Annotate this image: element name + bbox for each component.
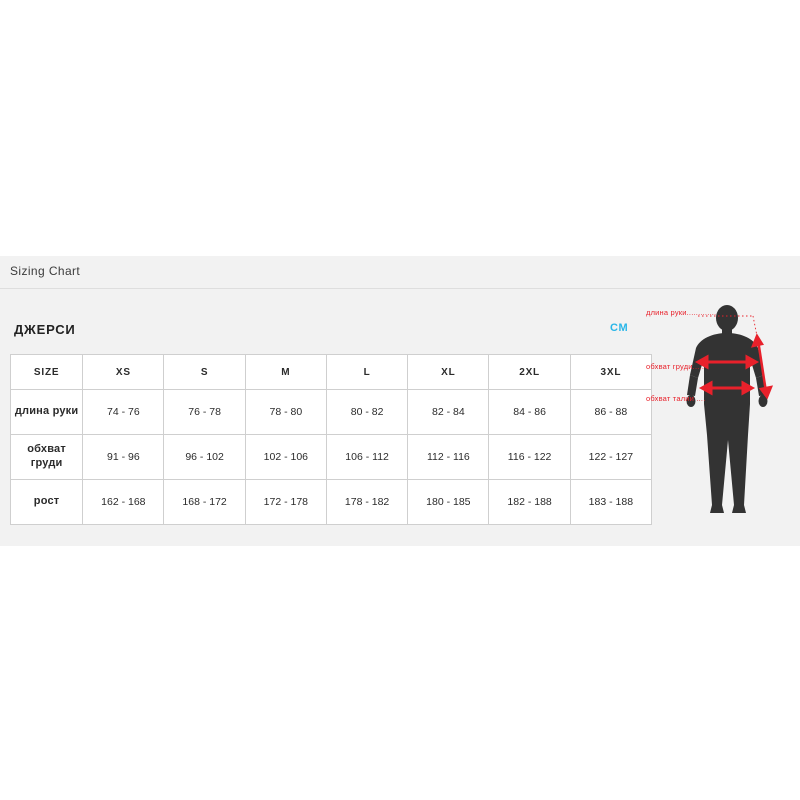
cell-arm-2xl: 84 - 86 xyxy=(489,390,570,435)
table-body xyxy=(11,390,652,525)
measurement-figure xyxy=(640,300,800,540)
panel-divider xyxy=(0,288,800,289)
panel-title: Sizing Chart xyxy=(10,264,81,278)
table-row xyxy=(11,390,652,435)
annotation-arm-length: длина руки............. xyxy=(646,308,717,317)
cell-height-xs: 162 - 168 xyxy=(83,480,164,525)
table-row xyxy=(11,480,652,525)
sizing-table xyxy=(10,354,652,525)
annotation-waist: обхват талии .... xyxy=(646,394,706,403)
body-figure-svg xyxy=(640,300,800,540)
row-label-chest: обхват груди xyxy=(11,435,83,480)
cell-arm-l: 80 - 82 xyxy=(326,390,407,435)
cell-arm-3xl: 86 - 88 xyxy=(570,390,651,435)
cell-height-l: 178 - 182 xyxy=(326,480,407,525)
table-header-row xyxy=(11,355,652,390)
cell-chest-m: 102 - 106 xyxy=(245,435,326,480)
cell-arm-xs: 74 - 76 xyxy=(83,390,164,435)
section-title: ДЖЕРСИ xyxy=(14,322,76,337)
row-label-arm-length: длина руки xyxy=(11,390,83,435)
cell-arm-xl: 82 - 84 xyxy=(408,390,489,435)
cell-arm-m: 78 - 80 xyxy=(245,390,326,435)
column-header-xl: XL xyxy=(408,355,489,390)
cell-height-2xl: 182 - 188 xyxy=(489,480,570,525)
unit-label: CM xyxy=(610,322,629,334)
table-head xyxy=(11,355,652,390)
column-header-xs: XS xyxy=(83,355,164,390)
column-header-2xl: 2XL xyxy=(489,355,570,390)
row-label-height: рост xyxy=(11,480,83,525)
column-header-3xl: 3XL xyxy=(570,355,651,390)
cell-height-3xl: 183 - 188 xyxy=(570,480,651,525)
column-header-s: S xyxy=(164,355,245,390)
cell-chest-3xl: 122 - 127 xyxy=(570,435,651,480)
column-header-size: SIZE xyxy=(11,355,83,390)
cell-arm-s: 76 - 78 xyxy=(164,390,245,435)
column-header-m: M xyxy=(245,355,326,390)
cell-chest-s: 96 - 102 xyxy=(164,435,245,480)
cell-chest-2xl: 116 - 122 xyxy=(489,435,570,480)
annotation-chest: обхват груди..... xyxy=(646,362,705,371)
cell-chest-xl: 112 - 116 xyxy=(408,435,489,480)
cell-chest-xs: 91 - 96 xyxy=(83,435,164,480)
cell-height-s: 168 - 172 xyxy=(164,480,245,525)
column-header-l: L xyxy=(326,355,407,390)
cell-chest-l: 106 - 112 xyxy=(326,435,407,480)
cell-height-m: 172 - 178 xyxy=(245,480,326,525)
cell-height-xl: 180 - 185 xyxy=(408,480,489,525)
table-row xyxy=(11,435,652,480)
